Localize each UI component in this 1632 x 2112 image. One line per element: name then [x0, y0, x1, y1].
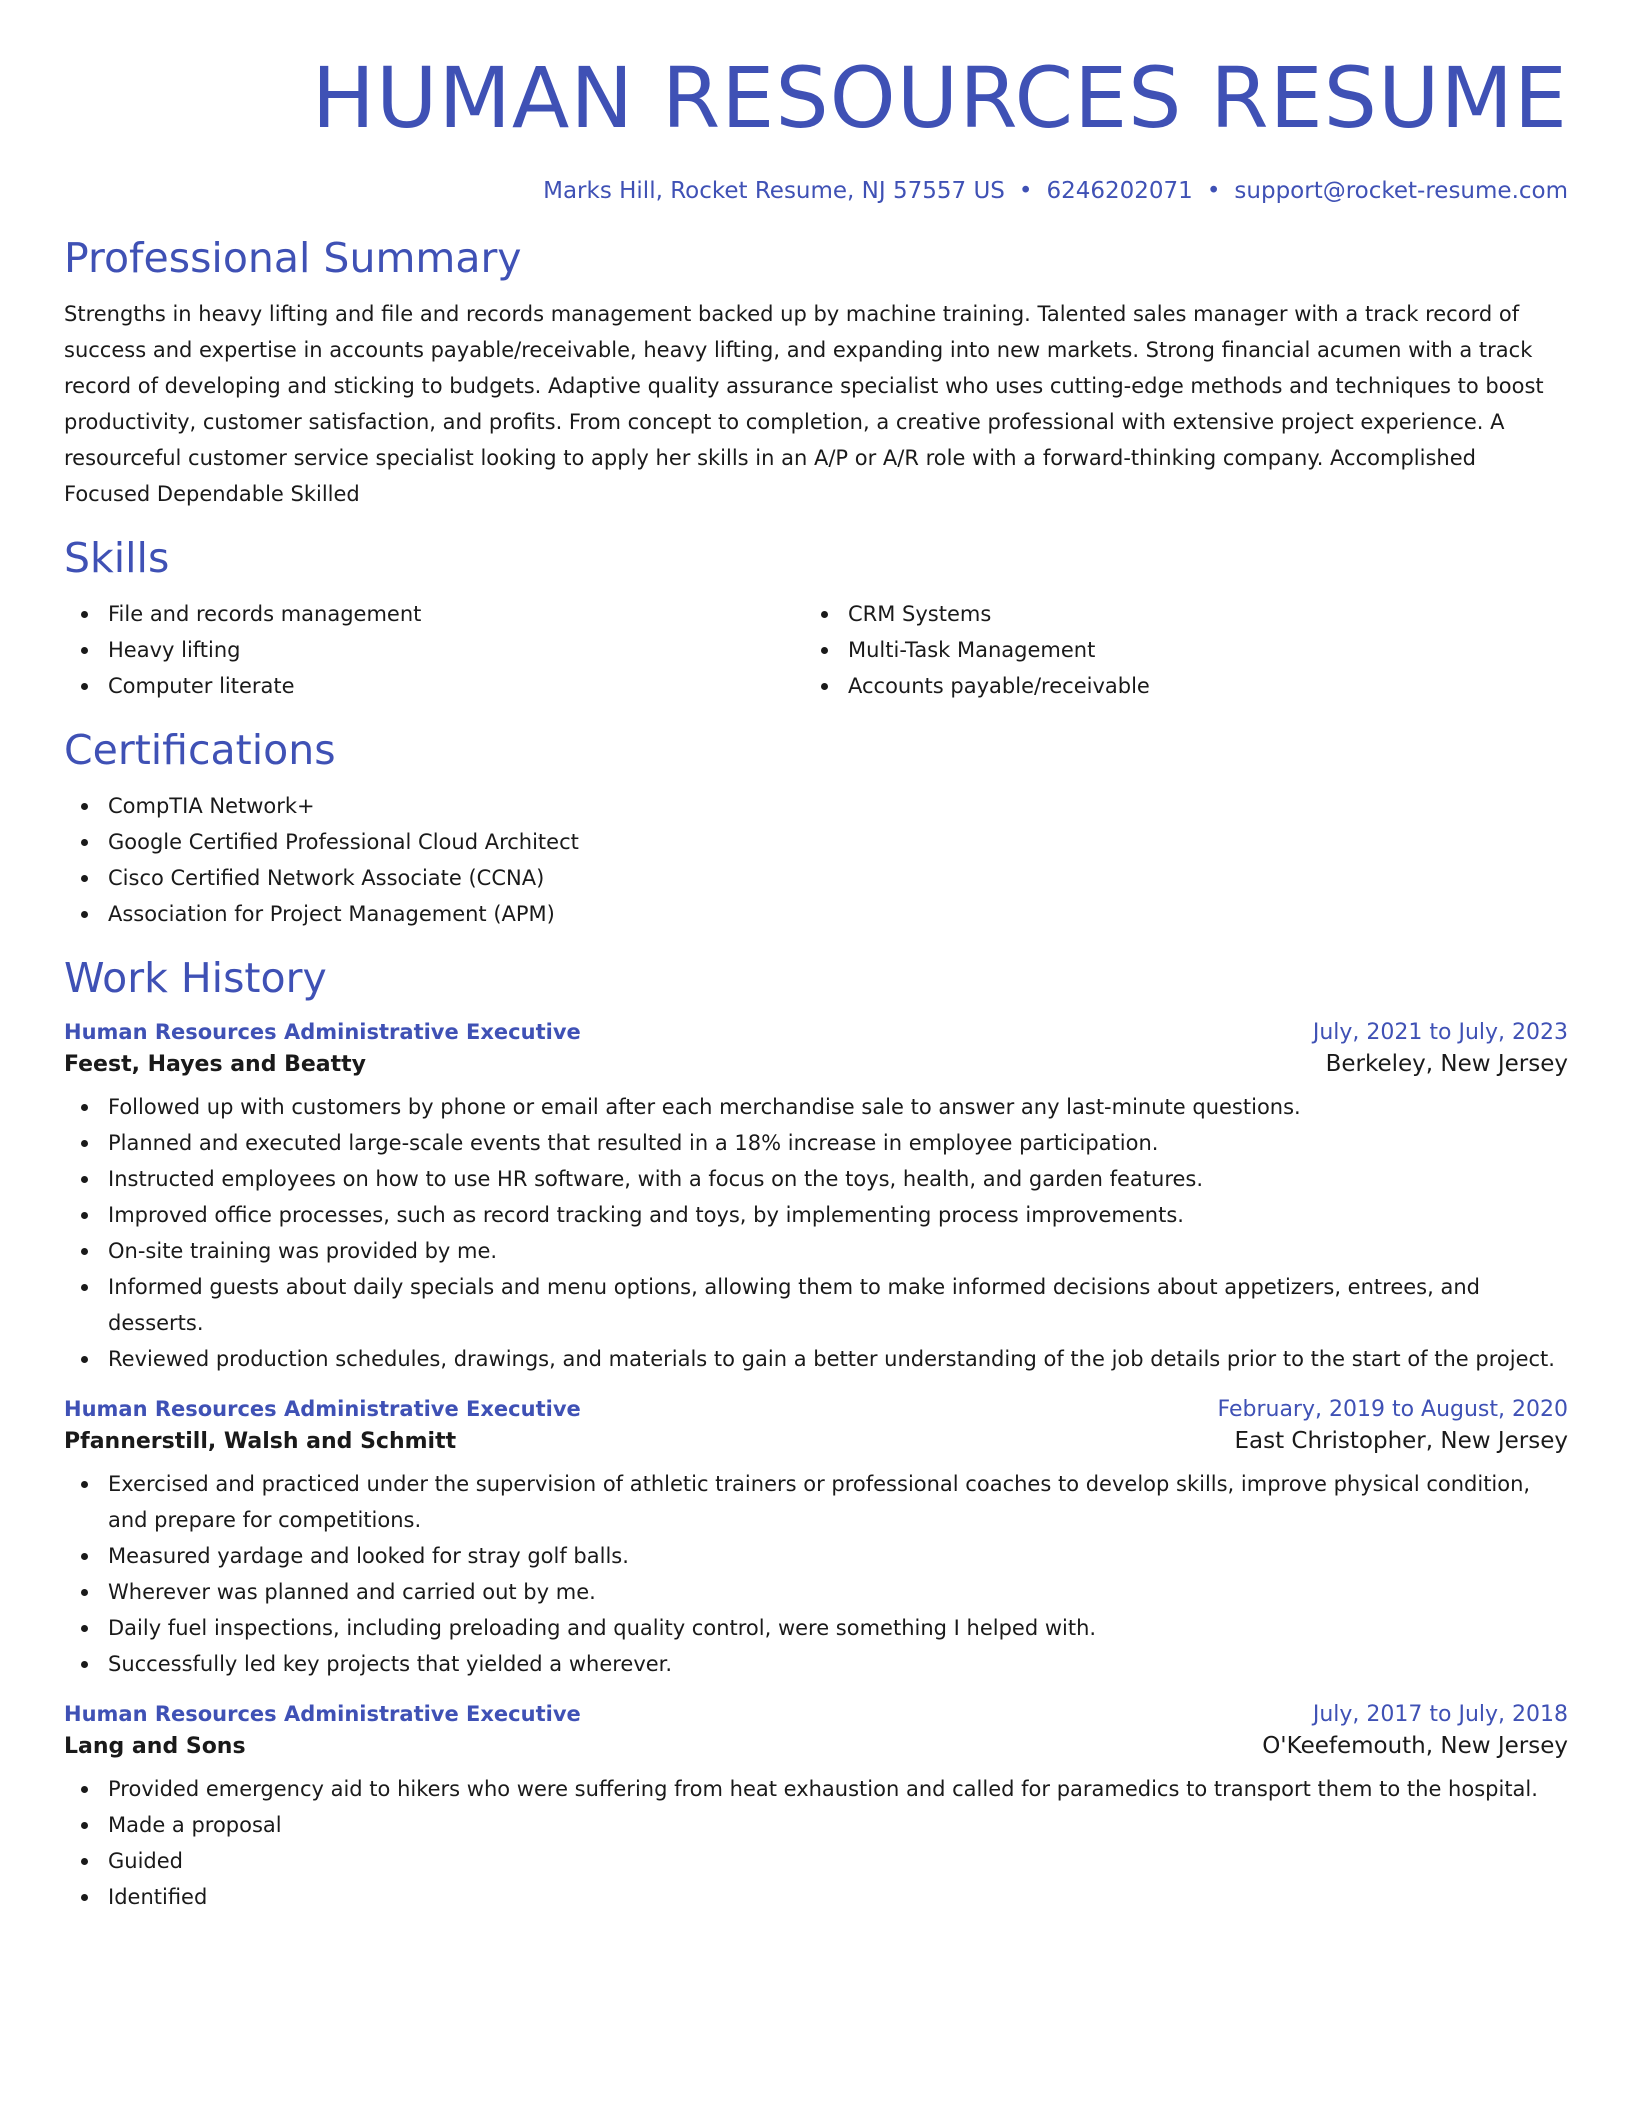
contact-phone: 6246202071 [1046, 178, 1193, 204]
resume-title: HUMAN RESOURCES RESUME [311, 49, 1568, 147]
skill-item: CRM Systems [804, 596, 1564, 632]
job-bullet: Instructed employees on how to use HR software, with a focus on the toys, health, and garden features. [64, 1161, 1568, 1197]
job-header [64, 1020, 1568, 1045]
job-title: Human Resources Administrative Executive [64, 1702, 581, 1726]
contact-address: Marks Hill, Rocket Resume, NJ 57557 US [543, 178, 1005, 204]
certification-item: Google Certified Professional Cloud Architect [64, 824, 1568, 860]
skill-item: Accounts payable/receivable [804, 668, 1564, 704]
job-header [64, 1702, 1568, 1727]
job-bullet: Daily fuel inspections, including preloading and quality control, were something I helped with. [64, 1610, 1568, 1646]
job-bullet: Successfully led key projects that yielded a wherever. [64, 1646, 1568, 1682]
skills-column-right [804, 596, 1564, 704]
job-dates: February, 2019 to August, 2020 [1217, 1397, 1568, 1422]
job-bullets [64, 1466, 1568, 1682]
skill-item: Computer literate [64, 668, 804, 704]
job-bullet: Made a proposal [64, 1807, 1568, 1843]
job-header [64, 1397, 1568, 1422]
certifications-heading: Certifications [64, 726, 336, 774]
certifications-list [64, 788, 1568, 932]
job-entry [64, 1020, 1568, 1377]
job-bullet: Improved office processes, such as record tracking and toys, by implementing process improvements. [64, 1197, 1568, 1233]
contact-email[interactable]: support@rocket-resume.com [1234, 178, 1568, 204]
job-location: Berkeley, New Jersey [1325, 1051, 1568, 1077]
job-subheader [64, 1733, 1568, 1759]
job-bullet: Guided [64, 1843, 1568, 1879]
summary-heading: Professional Summary [64, 234, 522, 282]
job-subheader [64, 1051, 1568, 1077]
job-dates: July, 2021 to July, 2023 [1312, 1020, 1568, 1045]
job-location: O'Keefemouth, New Jersey [1262, 1733, 1568, 1759]
contact-separator: • [1018, 178, 1033, 204]
job-title: Human Resources Administrative Executive [64, 1397, 581, 1421]
skills-heading: Skills [64, 534, 170, 582]
job-bullet: Followed up with customers by phone or email after each merchandise sale to answer any last-minute questions. [64, 1089, 1568, 1125]
job-location: East Christopher, New Jersey [1234, 1428, 1568, 1454]
job-bullets [64, 1771, 1568, 1915]
job-bullets [64, 1089, 1568, 1377]
job-company: Lang and Sons [64, 1734, 246, 1759]
skill-item: Multi-Task Management [804, 632, 1564, 668]
job-title: Human Resources Administrative Executive [64, 1020, 581, 1044]
job-bullet: Exercised and practiced under the supervision of athletic trainers or professional coaches to develop skills, improve physical condition, and prepare for competitions. [64, 1466, 1568, 1538]
job-company: Feest, Hayes and Beatty [64, 1052, 367, 1077]
job-subheader [64, 1428, 1568, 1454]
job-bullet: Measured yardage and looked for stray golf balls. [64, 1538, 1568, 1574]
job-company: Pfannerstill, Walsh and Schmitt [64, 1429, 457, 1454]
certification-item: CompTIA Network+ [64, 788, 1568, 824]
job-bullet: On-site training was provided by me. [64, 1233, 1568, 1269]
job-bullet: Informed guests about daily specials and menu options, allowing them to make informed decisions about appetizers, entrees, and desserts. [64, 1269, 1568, 1341]
job-entry [64, 1397, 1568, 1682]
contact-line [64, 178, 1568, 204]
job-bullet: Reviewed production schedules, drawings, and materials to gain a better understanding of the job details prior to the start of the project. [64, 1341, 1568, 1377]
job-bullet: Provided emergency aid to hikers who were suffering from heat exhaustion and called for paramedics to transport them to the hospital. [64, 1771, 1568, 1807]
job-entry [64, 1702, 1568, 1915]
certification-item: Association for Project Management (APM) [64, 896, 1568, 932]
skill-item: Heavy lifting [64, 632, 804, 668]
job-bullet: Planned and executed large-scale events that resulted in a 18% increase in employee participation. [64, 1125, 1568, 1161]
summary-text: Strengths in heavy lifting and file and records management backed up by machine training. Talented sales manager with a track record of success and expertise in accounts payable/receivable, heavy lifting, and expanding into new markets. Strong financial acumen with a track record of developing and sticking to budgets. Adaptive quality assurance specialist who uses cutting-edge methods and techniques to boost productivity, customer satisfaction, and profits. From concept to completion, a creative professional with extensive project experience. A resourceful customer service specialist looking to apply her skills in an A/P or A/R role with a forward-thinking company. Accomplished Focused Dependable Skilled [64, 302, 1544, 506]
skills-list [64, 596, 1568, 704]
skill-item: File and records management [64, 596, 804, 632]
contact-separator: • [1206, 178, 1221, 204]
job-dates: July, 2017 to July, 2018 [1312, 1702, 1568, 1727]
certification-item: Cisco Certified Network Associate (CCNA) [64, 860, 1568, 896]
skills-column-left [64, 596, 804, 704]
job-bullet: Wherever was planned and carried out by me. [64, 1574, 1568, 1610]
job-bullet: Identified [64, 1879, 1568, 1915]
work-history-heading: Work History [64, 954, 327, 1002]
